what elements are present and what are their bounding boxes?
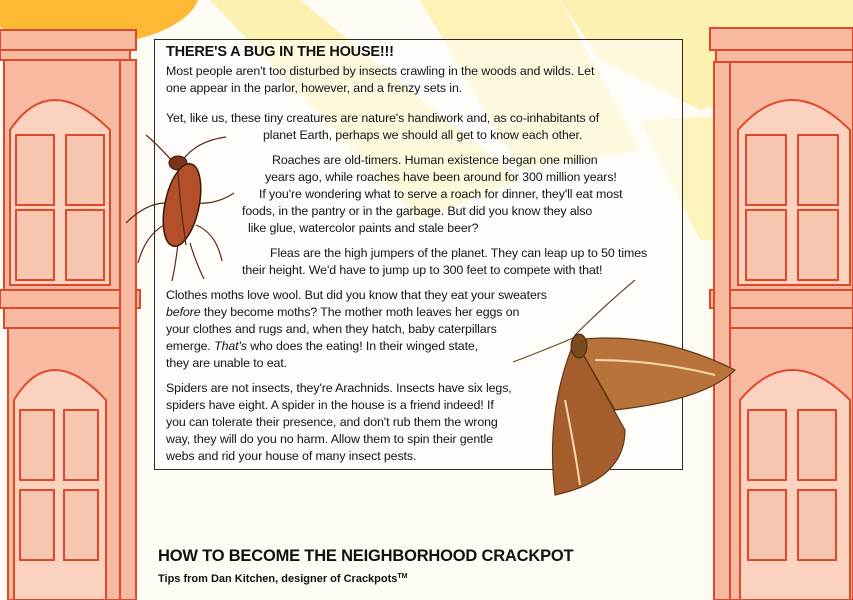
moth-line: your clothes and rugs and, when they hatch, baby caterpillars bbox=[166, 322, 497, 336]
article-title: THERE'S A BUG IN THE HOUSE!!! bbox=[166, 44, 394, 60]
nature-line: planet Earth, perhaps we should all get to know each other. bbox=[263, 128, 583, 142]
spider-line: Spiders are not insects, they're Arachnids. Insects have six legs, bbox=[166, 381, 512, 395]
roach-line: years ago, while roaches have been around for 300 million years! bbox=[265, 170, 617, 184]
nature-line: Yet, like us, these tiny creatures are nature's handiwork and, as co-inhabitants of bbox=[166, 111, 600, 125]
moth-line bbox=[166, 338, 478, 355]
left-building-illustration bbox=[0, 0, 150, 600]
spider-line: you can tolerate their presence, and don't rub them the wrong bbox=[166, 415, 498, 429]
intro-line: one appear in the parlor, however, and a frenzy sets in. bbox=[166, 81, 463, 95]
intro-line: Most people aren't too disturbed by insects crawling in the woods and wilds. Let bbox=[166, 64, 595, 78]
roach-line: Roaches are old-timers. Human existence began one million bbox=[272, 153, 598, 167]
moth-line-rest: they become moths? The mother moth leaves her eggs on bbox=[200, 305, 520, 319]
emphasis-thats: That's bbox=[214, 339, 247, 353]
book-heading: HOW TO BECOME THE NEIGHBORHOOD CRACKPOT bbox=[158, 547, 574, 565]
subheading-text: Tips from Dan Kitchen, designer of Crackpots bbox=[158, 573, 398, 585]
roach-line: If you're wondering what to serve a roach for dinner, they'll eat most bbox=[259, 187, 623, 201]
flea-line: Fleas are the high jumpers of the planet. They can leap up to 50 times bbox=[270, 246, 648, 260]
spider-line: spiders have eight. A spider in the house is a friend indeed! If bbox=[166, 398, 494, 412]
spider-line: way, they will do you no harm. Allow them to spin their gentle bbox=[166, 432, 493, 446]
roach-line: foods, in the pantry or in the garbage. But did you know they also bbox=[242, 204, 593, 218]
trademark-symbol: TM bbox=[397, 573, 408, 580]
moth-icon bbox=[505, 280, 740, 500]
roach-line: like glue, watercolor paints and stale beer? bbox=[248, 221, 479, 235]
moth-line: they are unable to eat. bbox=[166, 356, 288, 370]
book-subheading bbox=[158, 573, 408, 585]
moth-line: Clothes moths love wool. But did you know that they eat your sweaters bbox=[166, 288, 547, 302]
moth-line bbox=[166, 304, 519, 321]
cockroach-icon bbox=[116, 133, 266, 283]
flea-line: their height. We'd have to jump up to 300 feet to compete with that! bbox=[242, 263, 603, 277]
moth-line-rest: who does the eating! In their winged state, bbox=[246, 339, 479, 353]
spider-line: webs and rid your house of many insect pests. bbox=[166, 449, 417, 463]
emphasis-before: before bbox=[166, 305, 201, 319]
moth-line-pre: emerge. bbox=[166, 339, 215, 353]
